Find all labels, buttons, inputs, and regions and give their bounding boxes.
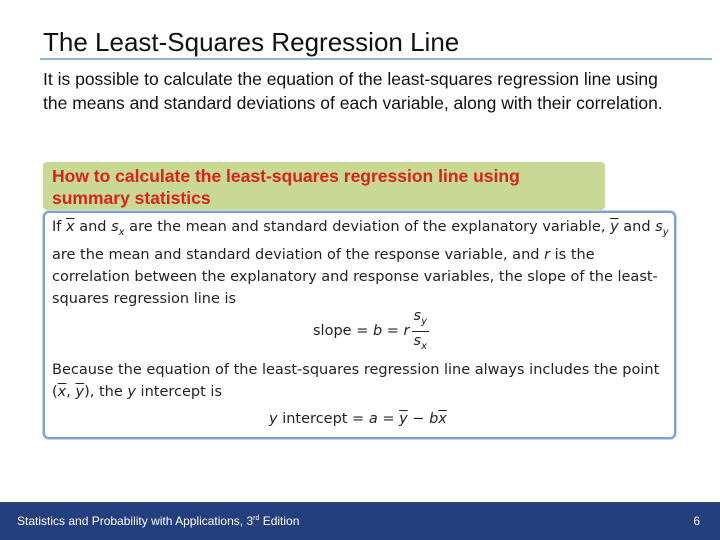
page-number: 6 — [693, 514, 700, 528]
x-bar: $\overline{x}$ — [66, 219, 75, 235]
title-rule — [40, 58, 712, 60]
footer-book-title: Statistics and Probability with Applications, 3rd Edition — [17, 514, 300, 528]
box-header — [43, 162, 605, 210]
intercept-formula: y intercept = $a = \overline{y} - b\overline{x}$ — [269, 411, 447, 427]
footer-bar — [0, 502, 720, 540]
definition-paragraph: If $\overline{x}$ and $s_x$ are the mean and standard deviation of the explanatory variable, $\overline{y}$ and $s_y$ are the mean and standard deviation of the response variable, and r is the correlation between the explanatory and response variables, the slope of the least-squares regression line is — [52, 219, 669, 307]
sy-over-sx-fraction: $\frac{s_y}{s_x}$ — [413, 307, 427, 352]
slope-formula: slope = b = r $\frac{s_y}{s_x}$ — [313, 309, 429, 353]
summary-box — [43, 211, 676, 439]
slide-title: The Least-Squares Regression Line — [43, 27, 460, 57]
intercept-paragraph: Because the equation of the least-squares regression line always includes the point ($\overline{x}$, $\overline{y}$), the y intercept is — [52, 362, 660, 400]
box-header-text: How to calculate the least-squares regression line using summary statistics — [52, 166, 520, 208]
intro-text: It is possible to calculate the equation of the least-squares regression line using the means and standard deviations of each variable, along with their correlation. — [43, 69, 663, 113]
y-bar: $\overline{y}$ — [610, 219, 619, 235]
